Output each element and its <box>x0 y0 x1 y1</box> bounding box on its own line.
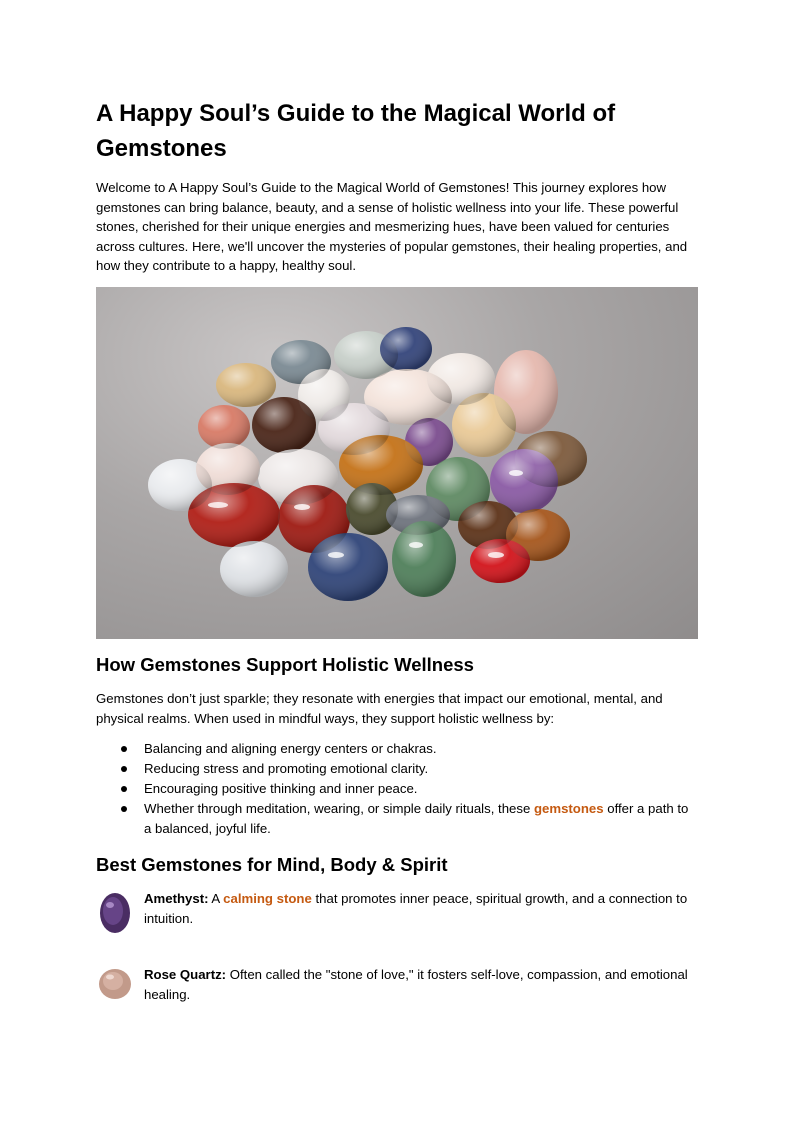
section-heading-best-gemstones: Best Gemstones for Mind, Body & Spirit <box>96 854 448 876</box>
gem-text: that promotes inner peace, spiritual growth, and a connection to intuition. <box>144 891 688 926</box>
intro-paragraph: Welcome to A Happy Soul’s Guide to the Magical World of Gemstones! This journey explores how gemstones can bring balance, beauty, and a sense of holistic wellness into your life. These powerful stones, cherished for their unique energies and mesmerizing hues, have been valued for centuries across cultures. Here, we'll uncover the mysteries of popular gemstones, their healing properties, and how they contribute to a happy, healthy soul. <box>96 180 688 274</box>
amethyst-stone-icon <box>98 891 132 935</box>
wellness-benefits-list <box>96 739 698 839</box>
rose-quartz-stone-icon <box>98 967 132 1001</box>
gem-text: Often called the "stone of love," it fosters self-love, compassion, and emotional healing. <box>144 967 688 1002</box>
gem-entry-rose-quartz <box>96 965 698 1015</box>
list-item: Reducing stress and promoting emotional clarity. <box>144 759 698 779</box>
document-content <box>96 96 698 1041</box>
list-item-text: Whether through meditation, wearing, or simple daily rituals, these <box>144 801 534 817</box>
calming-stone-link[interactable]: calming stone <box>223 891 312 907</box>
rose-quartz-description <box>144 965 698 1004</box>
gemstones-link[interactable]: gemstones <box>533 801 604 817</box>
gemstones-illustration <box>96 287 698 639</box>
list-item-text: offer a path to a balanced, joyful life. <box>144 801 689 837</box>
gem-name: Rose Quartz: <box>144 967 227 983</box>
gem-text: A <box>208 891 224 907</box>
list-item <box>144 799 698 839</box>
page-title: A Happy Soul’s Guide to the Magical World of Gemstones <box>96 100 616 162</box>
gem-entry-amethyst <box>96 889 698 939</box>
list-item: Encouraging positive thinking and inner peace. <box>144 779 698 799</box>
gem-name: Amethyst: <box>144 891 209 907</box>
list-item: Balancing and aligning energy centers or chakras. <box>144 739 698 759</box>
wellness-paragraph: Gemstones don’t just sparkle; they resonate with energies that impact our emotional, mental, and physical realms. When used in mindful ways, they support holistic wellness by: <box>96 690 663 726</box>
gemstones-photo <box>96 287 698 639</box>
amethyst-description <box>144 889 698 928</box>
section-heading-holistic-wellness: How Gemstones Support Holistic Wellness <box>96 653 474 675</box>
